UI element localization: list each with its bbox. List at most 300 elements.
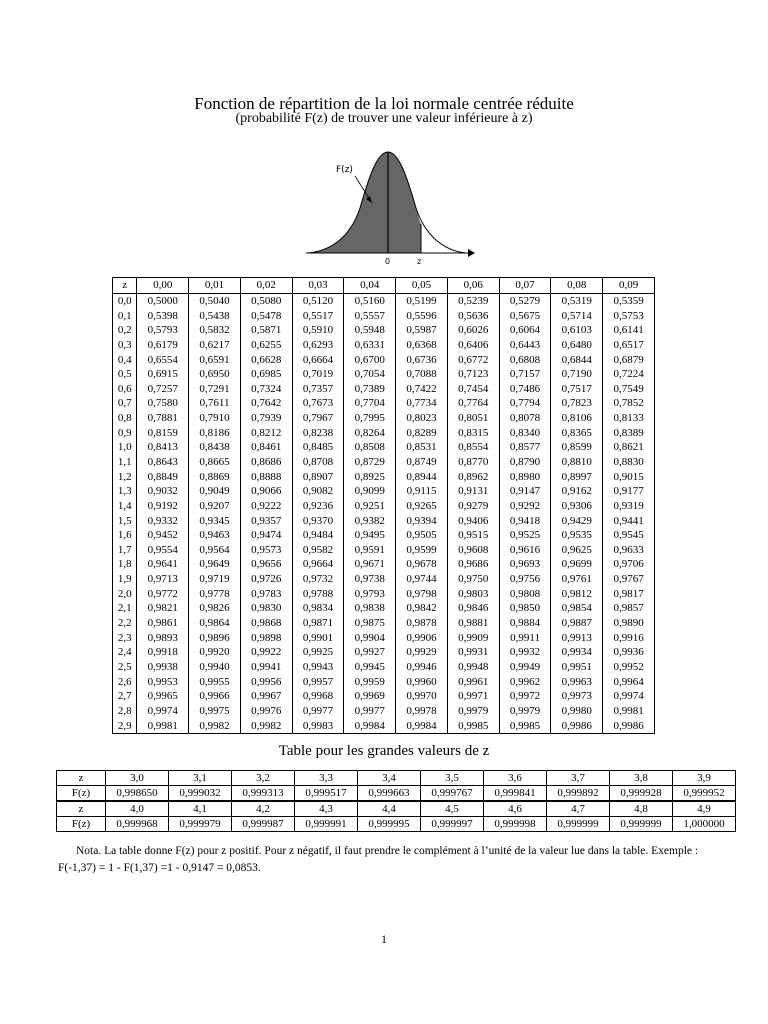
z-cell: 0,4 — [113, 352, 137, 367]
value-cell: 0,7123 — [447, 367, 499, 382]
value-cell: 0,7611 — [189, 396, 241, 411]
value-cell: 0,8485 — [292, 440, 344, 455]
normal-distribution-table — [112, 277, 655, 734]
value-cell: 0,8413 — [137, 440, 189, 455]
value-cell: 0,9943 — [292, 660, 344, 675]
value-cell: 0,9564 — [189, 543, 241, 558]
value-cell: 0,8849 — [137, 469, 189, 484]
value-cell: 0,9495 — [344, 528, 396, 543]
value-cell: 0,6064 — [499, 323, 551, 338]
value-cell: 0,8643 — [137, 455, 189, 470]
z-cell: 2,2 — [113, 616, 137, 631]
value-cell: 0,9842 — [396, 601, 448, 616]
value-cell: 0,9945 — [344, 660, 396, 675]
value-cell: 0,9890 — [603, 616, 655, 631]
value-cell: 0,8925 — [344, 469, 396, 484]
table-row — [113, 645, 655, 660]
value-cell: 4,6 — [484, 802, 547, 817]
value-cell: 0,9251 — [344, 499, 396, 514]
value-cell: 0,999313 — [232, 786, 295, 801]
value-cell: 0,8790 — [499, 455, 551, 470]
table-row — [113, 543, 655, 558]
z-cell: 2,1 — [113, 601, 137, 616]
x-axis-arrow — [468, 249, 475, 257]
value-cell: 0,9934 — [551, 645, 603, 660]
value-cell: 0,5910 — [292, 323, 344, 338]
value-cell: 0,9418 — [499, 513, 551, 528]
z-cell: 1,4 — [113, 499, 137, 514]
value-cell: 0,6026 — [447, 323, 499, 338]
value-cell: 0,5675 — [499, 308, 551, 323]
row-label-cell: F(z) — [57, 817, 106, 832]
value-cell: 0,999841 — [484, 786, 547, 801]
value-cell: 0,9821 — [137, 601, 189, 616]
value-cell: 0,9838 — [344, 601, 396, 616]
value-cell: 0,7088 — [396, 367, 448, 382]
value-cell: 0,9929 — [396, 645, 448, 660]
z-cell: 2,6 — [113, 674, 137, 689]
value-cell: 0,9826 — [189, 601, 241, 616]
z-cell: 0,6 — [113, 381, 137, 396]
value-cell: 0,999998 — [484, 817, 547, 832]
value-cell: 0,7422 — [396, 381, 448, 396]
value-cell: 0,9884 — [499, 616, 551, 631]
value-cell: 3,5 — [421, 771, 484, 786]
value-cell: 0,8389 — [603, 425, 655, 440]
value-cell: 0,9936 — [603, 645, 655, 660]
value-cell: 0,8365 — [551, 425, 603, 440]
value-cell: 0,9803 — [447, 586, 499, 601]
value-cell: 0,01 — [189, 278, 241, 294]
z-cell: 1,5 — [113, 513, 137, 528]
value-cell: 0,9901 — [292, 630, 344, 645]
value-cell: 0,9783 — [240, 586, 292, 601]
value-cell: 0,9147 — [499, 484, 551, 499]
value-cell: 0,7517 — [551, 381, 603, 396]
value-cell: 0,9932 — [499, 645, 551, 660]
value-cell: 0,9861 — [137, 616, 189, 631]
value-cell: 0,8508 — [344, 440, 396, 455]
row-label-cell: z — [57, 802, 106, 817]
value-cell: 0,7486 — [499, 381, 551, 396]
value-cell: 0,9834 — [292, 601, 344, 616]
value-cell: 0,8106 — [551, 411, 603, 426]
value-cell: 0,9131 — [447, 484, 499, 499]
value-cell: 0,9192 — [137, 499, 189, 514]
value-cell: 0,5160 — [344, 293, 396, 308]
value-cell: 0,6141 — [603, 323, 655, 338]
value-cell: 0,9207 — [189, 499, 241, 514]
value-cell: 0,9955 — [189, 674, 241, 689]
value-cell: 0,9406 — [447, 513, 499, 528]
value-cell: 0,7389 — [344, 381, 396, 396]
table-row — [113, 469, 655, 484]
value-cell: 0,9916 — [603, 630, 655, 645]
value-cell: 0,9177 — [603, 484, 655, 499]
z-cell: 2,3 — [113, 630, 137, 645]
table-row — [113, 367, 655, 382]
value-cell: 0,7054 — [344, 367, 396, 382]
value-cell: 0,9671 — [344, 557, 396, 572]
table-row — [113, 352, 655, 367]
value-cell: 0,5793 — [137, 323, 189, 338]
value-cell: 0,6664 — [292, 352, 344, 367]
z-cell: 2,0 — [113, 586, 137, 601]
value-cell: 0,9625 — [551, 543, 603, 558]
value-cell: 0,9977 — [344, 704, 396, 719]
value-cell: 0,9649 — [189, 557, 241, 572]
value-cell: 3,3 — [295, 771, 358, 786]
value-cell: 0,9608 — [447, 543, 499, 558]
value-cell: 0,9345 — [189, 513, 241, 528]
table-row — [113, 528, 655, 543]
value-cell: 0,5000 — [137, 293, 189, 308]
value-cell: 0,5948 — [344, 323, 396, 338]
value-cell: 0,9967 — [240, 689, 292, 704]
value-cell: 0,9979 — [447, 704, 499, 719]
value-cell: 0,9961 — [447, 674, 499, 689]
value-cell: 0,9279 — [447, 499, 499, 514]
row-label-cell: F(z) — [57, 786, 106, 801]
value-cell: 0,9964 — [603, 674, 655, 689]
value-cell: 0,9918 — [137, 645, 189, 660]
value-cell: 0,8621 — [603, 440, 655, 455]
value-cell: 0,8186 — [189, 425, 241, 440]
value-cell: 0,6255 — [240, 338, 292, 353]
value-cell: 0,9957 — [292, 674, 344, 689]
value-cell: 0,9382 — [344, 513, 396, 528]
value-cell: 0,8051 — [447, 411, 499, 426]
value-cell: 4,5 — [421, 802, 484, 817]
fz-row — [57, 786, 736, 801]
value-cell: 0,9941 — [240, 660, 292, 675]
value-cell: 0,8212 — [240, 425, 292, 440]
value-cell: 0,7794 — [499, 396, 551, 411]
value-cell: 0,9974 — [137, 704, 189, 719]
page-subtitle: (probabilité F(z) de trouver une valeur inférieure à z) — [235, 111, 533, 126]
value-cell: 0,9850 — [499, 601, 551, 616]
page-title: Fonction de répartition de la loi normale centrée réduite — [194, 94, 574, 113]
table-row — [113, 323, 655, 338]
row-label-cell: z — [57, 771, 106, 786]
value-cell: 0,8340 — [499, 425, 551, 440]
value-cell: 0,999995 — [358, 817, 421, 832]
value-cell: 0,5040 — [189, 293, 241, 308]
value-cell: 0,9686 — [447, 557, 499, 572]
value-cell: 0,9332 — [137, 513, 189, 528]
value-cell: 0,9554 — [137, 543, 189, 558]
table-row — [113, 630, 655, 645]
value-cell: 0,6950 — [189, 367, 241, 382]
value-cell: 0,9984 — [396, 718, 448, 733]
note-paragraph: Nota. La table donne F(z) pour z positif. Pour z négatif, il faut prendre le complément à l’unité de la valeur lue dans la table. Exemple : F(-1,37) = 1 - F(1,37) =1 - 0,9147 = 0,0853. — [58, 845, 699, 874]
value-cell: 0,9986 — [603, 718, 655, 733]
value-cell: 0,9965 — [137, 689, 189, 704]
value-cell: 0,7673 — [292, 396, 344, 411]
value-cell: 0,8599 — [551, 440, 603, 455]
value-cell: 0,5279 — [499, 293, 551, 308]
value-cell: 3,4 — [358, 771, 421, 786]
value-cell: 0,8289 — [396, 425, 448, 440]
value-cell: 0,9846 — [447, 601, 499, 616]
value-cell: 0,9982 — [240, 718, 292, 733]
value-cell: 0,6517 — [603, 338, 655, 353]
value-cell: 0,9525 — [499, 528, 551, 543]
value-cell: 0,9951 — [551, 660, 603, 675]
value-cell: 0,9808 — [499, 586, 551, 601]
value-cell: 0,9975 — [189, 704, 241, 719]
value-cell: 0,9887 — [551, 616, 603, 631]
z-cell: 2,4 — [113, 645, 137, 660]
value-cell: 0,9115 — [396, 484, 448, 499]
value-cell: 0,6700 — [344, 352, 396, 367]
value-cell: 0,8461 — [240, 440, 292, 455]
value-cell: 0,9931 — [447, 645, 499, 660]
normal-curve-figure — [300, 148, 475, 268]
value-cell: 0,9599 — [396, 543, 448, 558]
value-cell: 0,5517 — [292, 308, 344, 323]
value-cell: 0,7190 — [551, 367, 603, 382]
value-cell: 0,9920 — [189, 645, 241, 660]
value-cell: 0,9099 — [344, 484, 396, 499]
value-cell: 0,9909 — [447, 630, 499, 645]
value-cell: 0,9641 — [137, 557, 189, 572]
value-cell: 0,7291 — [189, 381, 241, 396]
value-cell: 0,5239 — [447, 293, 499, 308]
value-cell: 0,9938 — [137, 660, 189, 675]
value-cell: 0,6591 — [189, 352, 241, 367]
value-cell: 0,7157 — [499, 367, 551, 382]
value-cell: 3,7 — [547, 771, 610, 786]
value-cell: 0,9750 — [447, 572, 499, 587]
value-cell: 0,9474 — [240, 528, 292, 543]
value-cell: 0,5359 — [603, 293, 655, 308]
value-cell: 0,999892 — [547, 786, 610, 801]
z-cell: 2,9 — [113, 718, 137, 733]
value-cell: 0,9911 — [499, 630, 551, 645]
value-cell: 3,8 — [610, 771, 673, 786]
value-cell: 0,9441 — [603, 513, 655, 528]
value-cell: 0,999997 — [421, 817, 484, 832]
value-cell: 4,2 — [232, 802, 295, 817]
value-cell: 0,8133 — [603, 411, 655, 426]
value-cell: 0,9162 — [551, 484, 603, 499]
value-cell: 0,8907 — [292, 469, 344, 484]
z-cell: 2,5 — [113, 660, 137, 675]
value-cell: 0,9962 — [499, 674, 551, 689]
z-cell: 1,1 — [113, 455, 137, 470]
z-cell: 2,8 — [113, 704, 137, 719]
value-cell: 0,5596 — [396, 308, 448, 323]
value-cell: 0,9925 — [292, 645, 344, 660]
value-cell: 0,6985 — [240, 367, 292, 382]
value-cell: 0,7454 — [447, 381, 499, 396]
value-cell: 3,6 — [484, 771, 547, 786]
value-cell: 0,999979 — [169, 817, 232, 832]
value-cell: 4,3 — [295, 802, 358, 817]
value-cell: 0,9875 — [344, 616, 396, 631]
value-cell: 0,8023 — [396, 411, 448, 426]
value-cell: 0,9817 — [603, 586, 655, 601]
value-cell: 0,9678 — [396, 557, 448, 572]
value-cell: 0,6915 — [137, 367, 189, 382]
z-cell: 1,7 — [113, 543, 137, 558]
value-cell: 4,0 — [106, 802, 169, 817]
value-cell: 0,999517 — [295, 786, 358, 801]
value-cell: 0,8159 — [137, 425, 189, 440]
value-cell: 0,8554 — [447, 440, 499, 455]
value-cell: 0,5557 — [344, 308, 396, 323]
value-cell: 0,7704 — [344, 396, 396, 411]
value-cell: 0,6443 — [499, 338, 551, 353]
value-cell: 0,9015 — [603, 469, 655, 484]
value-cell: 0,9904 — [344, 630, 396, 645]
value-cell: 0,7357 — [292, 381, 344, 396]
value-cell: 4,4 — [358, 802, 421, 817]
value-cell: 0,7881 — [137, 411, 189, 426]
value-cell: 0,9693 — [499, 557, 551, 572]
value-cell: 0,9573 — [240, 543, 292, 558]
value-cell: 0,8729 — [344, 455, 396, 470]
value-cell: 0,9940 — [189, 660, 241, 675]
value-cell: 3,0 — [106, 771, 169, 786]
value-cell: 0,9582 — [292, 543, 344, 558]
value-cell: 0,9713 — [137, 572, 189, 587]
value-cell: 0,7642 — [240, 396, 292, 411]
value-cell: 0,6103 — [551, 323, 603, 338]
value-cell: 0,9906 — [396, 630, 448, 645]
value-cell: 0,5478 — [240, 308, 292, 323]
value-cell: 0,9032 — [137, 484, 189, 499]
value-cell: 0,9857 — [603, 601, 655, 616]
z-cell: 0,7 — [113, 396, 137, 411]
value-cell: 3,2 — [232, 771, 295, 786]
value-cell: 0,9788 — [292, 586, 344, 601]
value-cell: 0,999991 — [295, 817, 358, 832]
value-cell: 0,7257 — [137, 381, 189, 396]
value-cell: 0,6331 — [344, 338, 396, 353]
value-cell: 0,9744 — [396, 572, 448, 587]
table-row — [113, 572, 655, 587]
value-cell: 0,9896 — [189, 630, 241, 645]
value-cell: 0,02 — [240, 278, 292, 294]
value-cell: 0,9357 — [240, 513, 292, 528]
table-row — [113, 718, 655, 733]
value-cell: 0,7734 — [396, 396, 448, 411]
value-cell: 0,8749 — [396, 455, 448, 470]
value-cell: 0,9968 — [292, 689, 344, 704]
z-cell: z — [113, 278, 137, 294]
value-cell: 4,8 — [610, 802, 673, 817]
large-values-title: Table pour les grandes valeurs de z — [278, 743, 490, 759]
value-cell: 0,8997 — [551, 469, 603, 484]
value-cell: 0,9222 — [240, 499, 292, 514]
value-cell: 0,9922 — [240, 645, 292, 660]
value-cell: 0,6808 — [499, 352, 551, 367]
value-cell: 0,6179 — [137, 338, 189, 353]
value-cell: 4,1 — [169, 802, 232, 817]
value-cell: 0,999032 — [169, 786, 232, 801]
value-cell: 0,9732 — [292, 572, 344, 587]
value-cell: 0,8888 — [240, 469, 292, 484]
value-cell: 0,7324 — [240, 381, 292, 396]
value-cell: 0,9854 — [551, 601, 603, 616]
value-cell: 4,7 — [547, 802, 610, 817]
value-cell: 0,8315 — [447, 425, 499, 440]
value-cell: 0,9756 — [499, 572, 551, 587]
value-cell: 0,9963 — [551, 674, 603, 689]
value-cell: 0,7910 — [189, 411, 241, 426]
value-cell: 0,6554 — [137, 352, 189, 367]
value-cell: 0,999663 — [358, 786, 421, 801]
z-label: z — [417, 257, 422, 266]
value-cell: 0,9429 — [551, 513, 603, 528]
value-cell: 0,8770 — [447, 455, 499, 470]
value-cell: 0,9946 — [396, 660, 448, 675]
value-cell: 0,9738 — [344, 572, 396, 587]
value-cell: 0,9969 — [344, 689, 396, 704]
value-cell: 0,7995 — [344, 411, 396, 426]
value-cell: 0,9982 — [189, 718, 241, 733]
value-cell: 0,9505 — [396, 528, 448, 543]
value-cell: 1,000000 — [673, 817, 736, 832]
value-cell: 0,6368 — [396, 338, 448, 353]
value-cell: 0,6217 — [189, 338, 241, 353]
value-cell: 0,9793 — [344, 586, 396, 601]
value-cell: 0,9956 — [240, 674, 292, 689]
z-cell: 0,5 — [113, 367, 137, 382]
value-cell: 0,8238 — [292, 425, 344, 440]
value-cell: 0,5438 — [189, 308, 241, 323]
value-cell: 0,9066 — [240, 484, 292, 499]
value-cell: 0,8531 — [396, 440, 448, 455]
value-cell: 0,9970 — [396, 689, 448, 704]
value-cell: 0,9893 — [137, 630, 189, 645]
table-row — [113, 338, 655, 353]
value-cell: 0,9699 — [551, 557, 603, 572]
page-number: 1 — [381, 932, 387, 946]
value-cell: 0,5636 — [447, 308, 499, 323]
value-cell: 0,6406 — [447, 338, 499, 353]
value-cell: 0,9484 — [292, 528, 344, 543]
value-cell: 0,9082 — [292, 484, 344, 499]
table-row — [113, 455, 655, 470]
value-cell: 0,999952 — [673, 786, 736, 801]
value-cell: 0,06 — [447, 278, 499, 294]
value-cell: 0,9830 — [240, 601, 292, 616]
value-cell: 0,9913 — [551, 630, 603, 645]
value-cell: 0,8438 — [189, 440, 241, 455]
value-cell: 0,9983 — [292, 718, 344, 733]
value-cell: 0,9952 — [603, 660, 655, 675]
value-cell: 0,9306 — [551, 499, 603, 514]
z-cell: 1,9 — [113, 572, 137, 587]
value-cell: 0,00 — [137, 278, 189, 294]
value-cell: 0,9761 — [551, 572, 603, 587]
value-cell: 0,9664 — [292, 557, 344, 572]
value-cell: 0,8944 — [396, 469, 448, 484]
value-cell: 0,8577 — [499, 440, 551, 455]
value-cell: 0,6844 — [551, 352, 603, 367]
value-cell: 0,9370 — [292, 513, 344, 528]
value-cell: 0,9898 — [240, 630, 292, 645]
z-row — [57, 771, 736, 786]
table-row — [113, 616, 655, 631]
value-cell: 0,9948 — [447, 660, 499, 675]
value-cell: 0,9971 — [447, 689, 499, 704]
value-cell: 0,7019 — [292, 367, 344, 382]
value-cell: 0,7967 — [292, 411, 344, 426]
